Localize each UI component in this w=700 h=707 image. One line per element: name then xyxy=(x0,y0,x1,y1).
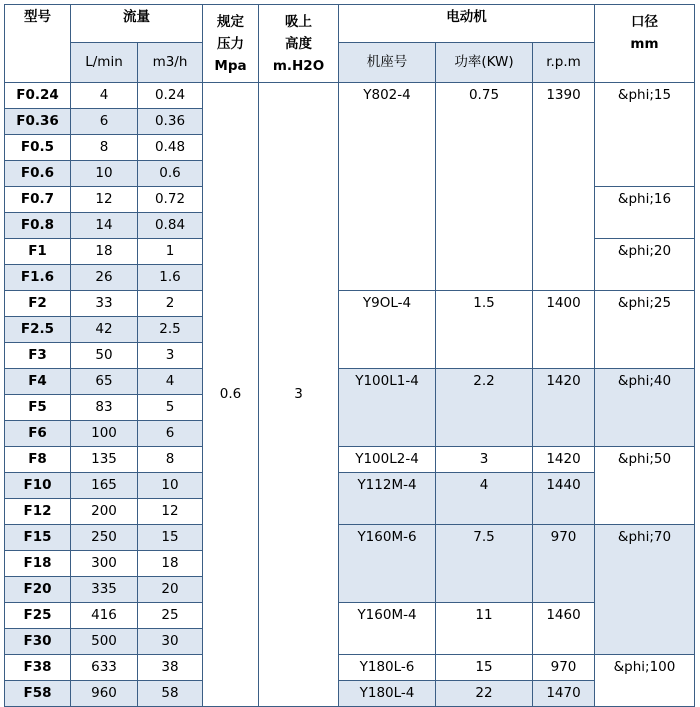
table-row xyxy=(5,603,695,629)
cell-motor-power: 0.75 xyxy=(436,83,533,291)
spec-table-container xyxy=(4,4,695,707)
cell-pressure: 0.6 xyxy=(203,83,259,707)
cell-m3h: 0.72 xyxy=(138,187,203,213)
cell-lmin: 18 xyxy=(71,239,138,265)
cell-lmin: 50 xyxy=(71,343,138,369)
cell-lmin: 960 xyxy=(71,681,138,707)
cell-m3h: 25 xyxy=(138,603,203,629)
cell-lmin: 83 xyxy=(71,395,138,421)
cell-motor-rpm: 1470 xyxy=(533,681,595,707)
cell-model: F2.5 xyxy=(5,317,71,343)
cell-diameter: &phi;70 xyxy=(595,525,695,655)
cell-m3h: 2.5 xyxy=(138,317,203,343)
cell-m3h: 0.84 xyxy=(138,213,203,239)
cell-model: F20 xyxy=(5,577,71,603)
cell-diameter: &phi;20 xyxy=(595,239,695,291)
cell-lmin: 4 xyxy=(71,83,138,109)
cell-lmin: 416 xyxy=(71,603,138,629)
cell-m3h: 0.48 xyxy=(138,135,203,161)
cell-model: F0.5 xyxy=(5,135,71,161)
cell-lmin: 65 xyxy=(71,369,138,395)
cell-model: F1.6 xyxy=(5,265,71,291)
cell-lmin: 335 xyxy=(71,577,138,603)
cell-m3h: 5 xyxy=(138,395,203,421)
header-diameter xyxy=(595,5,695,83)
cell-m3h: 6 xyxy=(138,421,203,447)
table-row xyxy=(5,525,695,551)
header-flow: 流量 xyxy=(71,5,203,43)
cell-motor-frame: Y160M-6 xyxy=(339,525,436,603)
cell-motor-rpm: 1440 xyxy=(533,473,595,525)
cell-lmin: 42 xyxy=(71,317,138,343)
table-row xyxy=(5,291,695,317)
header-suction-line1: 吸上 xyxy=(285,14,312,30)
cell-suction: 3 xyxy=(259,83,339,707)
cell-diameter: &phi;50 xyxy=(595,447,695,525)
header-suction xyxy=(259,5,339,83)
cell-lmin: 135 xyxy=(71,447,138,473)
cell-diameter: &phi;15 xyxy=(595,83,695,187)
cell-model: F0.8 xyxy=(5,213,71,239)
cell-model: F0.24 xyxy=(5,83,71,109)
header-pressure xyxy=(203,5,259,83)
cell-lmin: 26 xyxy=(71,265,138,291)
cell-motor-frame: Y112M-4 xyxy=(339,473,436,525)
header-suction-line3: m.H2O xyxy=(272,58,325,74)
cell-motor-rpm: 1460 xyxy=(533,603,595,655)
cell-motor-rpm: 1420 xyxy=(533,369,595,447)
cell-motor-power: 7.5 xyxy=(436,525,533,603)
cell-lmin: 165 xyxy=(71,473,138,499)
cell-model: F0.7 xyxy=(5,187,71,213)
cell-m3h: 4 xyxy=(138,369,203,395)
cell-lmin: 14 xyxy=(71,213,138,239)
header-motor-rpm: r.p.m xyxy=(533,43,595,83)
cell-m3h: 10 xyxy=(138,473,203,499)
cell-m3h: 38 xyxy=(138,655,203,681)
cell-lmin: 8 xyxy=(71,135,138,161)
table-row xyxy=(5,655,695,681)
cell-motor-rpm: 1420 xyxy=(533,447,595,473)
header-pressure-line2: 压力 xyxy=(217,36,244,52)
cell-m3h: 0.6 xyxy=(138,161,203,187)
cell-m3h: 15 xyxy=(138,525,203,551)
table-row xyxy=(5,369,695,395)
cell-model: F0.6 xyxy=(5,161,71,187)
header-diameter-line1: 口径 xyxy=(631,14,658,30)
header-motor-frame: 机座号 xyxy=(339,43,436,83)
cell-motor-frame: Y100L1-4 xyxy=(339,369,436,447)
cell-m3h: 8 xyxy=(138,447,203,473)
cell-lmin: 12 xyxy=(71,187,138,213)
cell-motor-power: 22 xyxy=(436,681,533,707)
cell-motor-frame: Y100L2-4 xyxy=(339,447,436,473)
cell-m3h: 0.24 xyxy=(138,83,203,109)
cell-m3h: 30 xyxy=(138,629,203,655)
cell-model: F30 xyxy=(5,629,71,655)
cell-lmin: 200 xyxy=(71,499,138,525)
cell-motor-frame: Y802-4 xyxy=(339,83,436,291)
cell-lmin: 250 xyxy=(71,525,138,551)
cell-lmin: 300 xyxy=(71,551,138,577)
cell-motor-rpm: 1400 xyxy=(533,291,595,369)
cell-lmin: 500 xyxy=(71,629,138,655)
cell-diameter: &phi;40 xyxy=(595,369,695,447)
cell-motor-rpm: 1390 xyxy=(533,83,595,291)
cell-lmin: 6 xyxy=(71,109,138,135)
cell-m3h: 58 xyxy=(138,681,203,707)
cell-motor-power: 15 xyxy=(436,655,533,681)
cell-model: F18 xyxy=(5,551,71,577)
cell-m3h: 2 xyxy=(138,291,203,317)
cell-motor-rpm: 970 xyxy=(533,655,595,681)
cell-motor-power: 1.5 xyxy=(436,291,533,369)
header-motor: 电动机 xyxy=(339,5,595,43)
pump-spec-table xyxy=(4,4,695,707)
cell-model: F5 xyxy=(5,395,71,421)
header-suction-line2: 高度 xyxy=(285,36,312,52)
table-row xyxy=(5,447,695,473)
table-row xyxy=(5,83,695,109)
cell-lmin: 33 xyxy=(71,291,138,317)
cell-diameter: &phi;100 xyxy=(595,655,695,707)
cell-motor-power: 11 xyxy=(436,603,533,655)
cell-motor-frame: Y160M-4 xyxy=(339,603,436,655)
header-flow-m3h: m3/h xyxy=(138,43,203,83)
cell-lmin: 633 xyxy=(71,655,138,681)
cell-motor-power: 4 xyxy=(436,473,533,525)
header-motor-power: 功率(KW) xyxy=(436,43,533,83)
header-flow-lmin: L/min xyxy=(71,43,138,83)
cell-diameter: &phi;16 xyxy=(595,187,695,239)
cell-model: F58 xyxy=(5,681,71,707)
cell-model: F15 xyxy=(5,525,71,551)
header-model: 型号 xyxy=(5,5,71,83)
cell-model: F4 xyxy=(5,369,71,395)
cell-m3h: 0.36 xyxy=(138,109,203,135)
cell-model: F2 xyxy=(5,291,71,317)
header-pressure-line1: 规定 xyxy=(217,14,244,30)
cell-motor-rpm: 970 xyxy=(533,525,595,603)
cell-model: F1 xyxy=(5,239,71,265)
header-diameter-line2: mm xyxy=(630,36,659,52)
cell-motor-frame: Y9OL-4 xyxy=(339,291,436,369)
cell-model: F0.36 xyxy=(5,109,71,135)
cell-m3h: 18 xyxy=(138,551,203,577)
cell-m3h: 20 xyxy=(138,577,203,603)
cell-model: F10 xyxy=(5,473,71,499)
cell-model: F38 xyxy=(5,655,71,681)
cell-model: F3 xyxy=(5,343,71,369)
cell-motor-power: 3 xyxy=(436,447,533,473)
cell-motor-frame: Y180L-4 xyxy=(339,681,436,707)
cell-motor-frame: Y180L-6 xyxy=(339,655,436,681)
table-row xyxy=(5,473,695,499)
cell-motor-power: 2.2 xyxy=(436,369,533,447)
cell-model: F8 xyxy=(5,447,71,473)
cell-model: F12 xyxy=(5,499,71,525)
cell-model: F6 xyxy=(5,421,71,447)
cell-model: F25 xyxy=(5,603,71,629)
cell-m3h: 1.6 xyxy=(138,265,203,291)
cell-m3h: 12 xyxy=(138,499,203,525)
cell-lmin: 10 xyxy=(71,161,138,187)
cell-m3h: 3 xyxy=(138,343,203,369)
cell-diameter: &phi;25 xyxy=(595,291,695,369)
header-pressure-line3: Mpa xyxy=(214,58,247,74)
table-row xyxy=(5,681,695,707)
cell-lmin: 100 xyxy=(71,421,138,447)
cell-m3h: 1 xyxy=(138,239,203,265)
